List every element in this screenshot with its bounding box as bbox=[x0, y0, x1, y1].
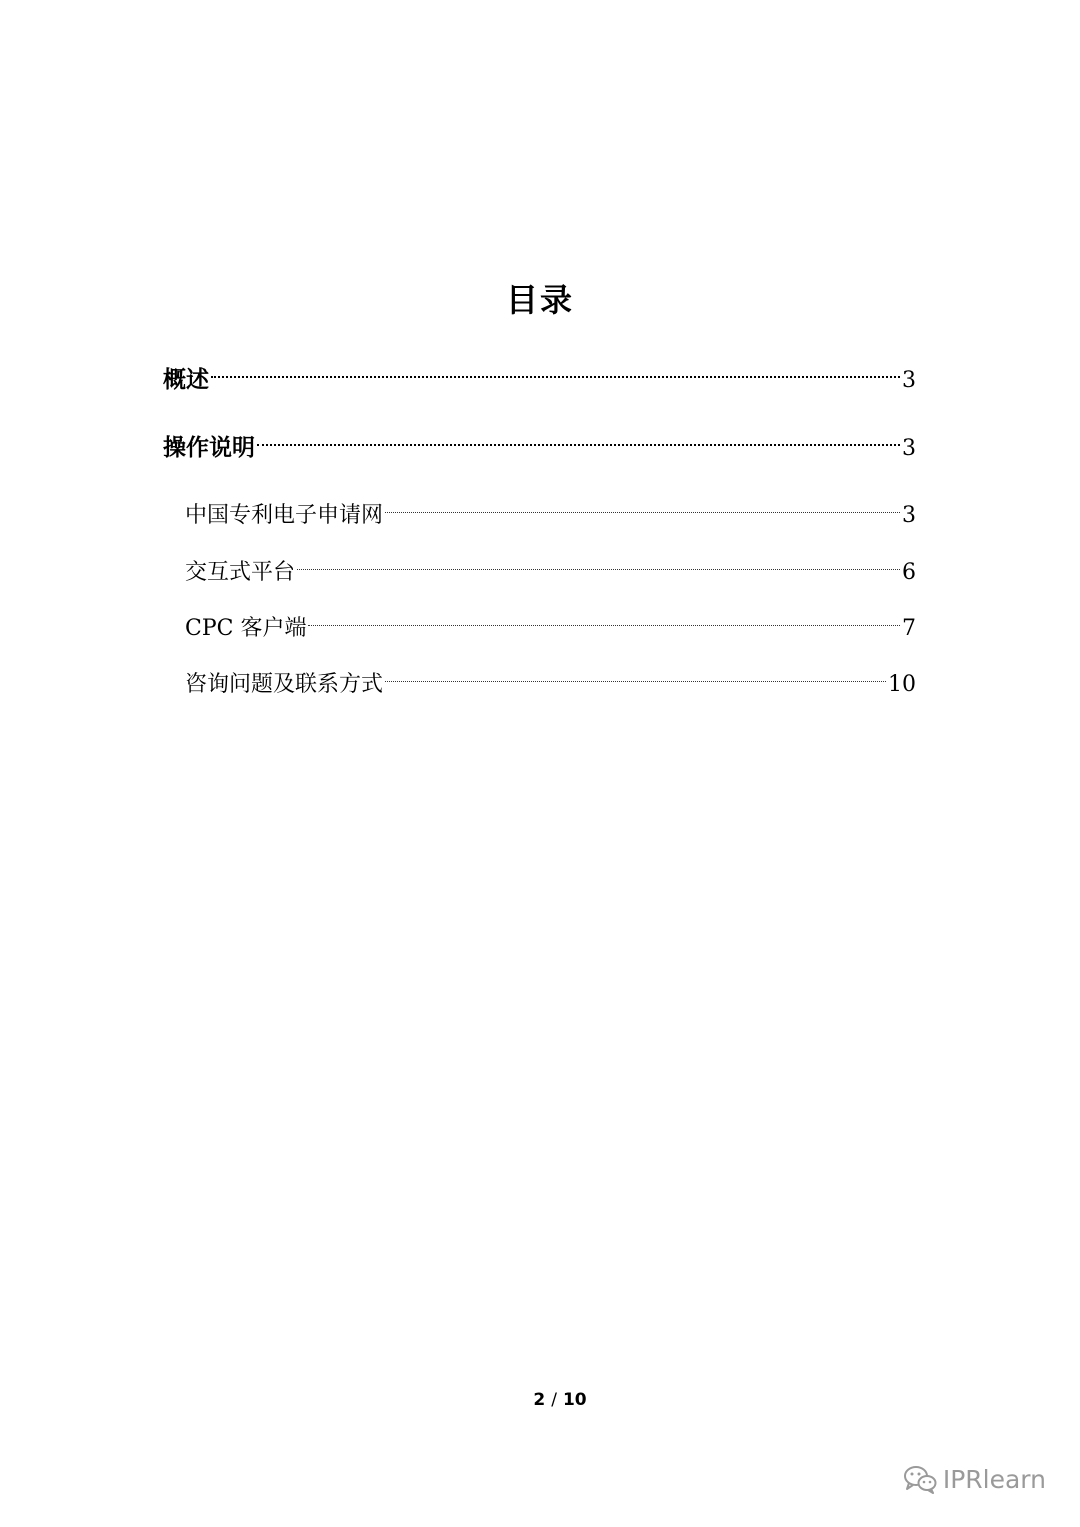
toc-entry-label: 中国专利电子申请网 bbox=[185, 503, 384, 528]
wechat-icon bbox=[903, 1464, 937, 1494]
watermark bbox=[903, 1464, 1046, 1494]
toc-page-number: 3 bbox=[902, 503, 916, 528]
toc-entry-instructions[interactable] bbox=[163, 421, 916, 461]
current-page: 2 bbox=[533, 1390, 546, 1410]
page-separator: / bbox=[551, 1390, 557, 1410]
toc-entry-cn-patent-e-filing[interactable] bbox=[185, 488, 916, 528]
toc-entry-label: 咨询问题及联系方式 bbox=[185, 672, 384, 697]
toc-entry-label: CPC 客户端 bbox=[185, 616, 307, 641]
toc-page-number: 10 bbox=[888, 672, 916, 697]
toc-entry-label: 概述 bbox=[163, 367, 209, 393]
toc-entry-label: 交互式平台 bbox=[185, 560, 296, 585]
toc-entry-consultation-contact[interactable] bbox=[185, 657, 916, 697]
toc-page-number: 7 bbox=[902, 616, 916, 641]
toc-entry-overview[interactable] bbox=[163, 353, 916, 393]
toc-dot-leader bbox=[297, 545, 900, 579]
toc-dot-leader bbox=[308, 601, 900, 635]
toc-dot-leader bbox=[385, 488, 900, 522]
toc-entry-cpc-client[interactable] bbox=[185, 601, 916, 641]
toc-dot-leader bbox=[211, 353, 900, 387]
page-title: 目录 bbox=[505, 281, 574, 319]
toc-entry-label: 操作说明 bbox=[163, 435, 255, 461]
toc-dot-leader bbox=[257, 421, 900, 455]
page-indicator bbox=[0, 1390, 1080, 1410]
toc-dot-leader bbox=[385, 657, 886, 691]
toc-entry-interactive-platform[interactable] bbox=[185, 545, 916, 585]
toc-page-number: 3 bbox=[902, 368, 916, 393]
total-pages: 10 bbox=[562, 1390, 587, 1410]
watermark-text: IPRlearn bbox=[942, 1464, 1046, 1494]
toc-page-number: 6 bbox=[902, 560, 916, 585]
toc-page-number: 3 bbox=[902, 436, 916, 461]
